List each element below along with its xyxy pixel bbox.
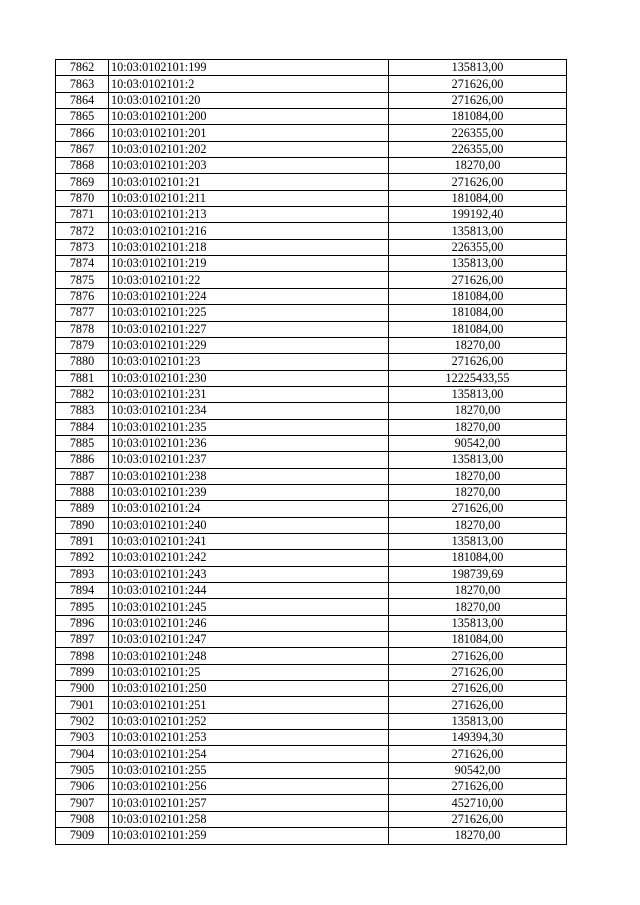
row-number-cell: 7886 xyxy=(56,452,109,468)
cadastral-value-cell: 271626,00 xyxy=(389,779,567,795)
table-row xyxy=(56,305,567,321)
cadastral-value-cell: 198739,69 xyxy=(389,566,567,582)
cadastral-number-cell: 10:03:0102101:248 xyxy=(109,648,389,664)
table-row xyxy=(56,583,567,599)
cadastral-number-cell: 10:03:0102101:224 xyxy=(109,288,389,304)
cadastral-value-cell: 90542,00 xyxy=(389,762,567,778)
cadastral-number-cell: 10:03:0102101:253 xyxy=(109,730,389,746)
cadastral-number-cell: 10:03:0102101:23 xyxy=(109,354,389,370)
cadastral-number-cell: 10:03:0102101:251 xyxy=(109,697,389,713)
row-number-cell: 7881 xyxy=(56,370,109,386)
cadastral-number-cell: 10:03:0102101:227 xyxy=(109,321,389,337)
table-row xyxy=(56,239,567,255)
table-body xyxy=(56,60,567,845)
table-row xyxy=(56,762,567,778)
cadastral-value-cell: 271626,00 xyxy=(389,811,567,827)
row-number-cell: 7874 xyxy=(56,256,109,272)
cadastral-number-cell: 10:03:0102101:240 xyxy=(109,517,389,533)
cadastral-number-cell: 10:03:0102101:259 xyxy=(109,828,389,844)
table-row xyxy=(56,419,567,435)
table-row xyxy=(56,272,567,288)
cadastral-number-cell: 10:03:0102101:239 xyxy=(109,484,389,500)
cadastral-number-cell: 10:03:0102101:20 xyxy=(109,92,389,108)
table-row xyxy=(56,681,567,697)
cadastral-value-cell: 181084,00 xyxy=(389,550,567,566)
cadastral-number-cell: 10:03:0102101:218 xyxy=(109,239,389,255)
row-number-cell: 7872 xyxy=(56,223,109,239)
table-row xyxy=(56,795,567,811)
row-number-cell: 7894 xyxy=(56,583,109,599)
cadastral-value-cell: 135813,00 xyxy=(389,256,567,272)
cadastral-value-cell: 12225433,55 xyxy=(389,370,567,386)
table-row xyxy=(56,403,567,419)
cadastral-value-cell: 271626,00 xyxy=(389,92,567,108)
row-number-cell: 7865 xyxy=(56,109,109,125)
cadastral-value-cell: 135813,00 xyxy=(389,452,567,468)
row-number-cell: 7898 xyxy=(56,648,109,664)
cadastral-number-cell: 10:03:0102101:201 xyxy=(109,125,389,141)
table-row xyxy=(56,730,567,746)
cadastral-value-cell: 452710,00 xyxy=(389,795,567,811)
cadastral-value-cell: 90542,00 xyxy=(389,435,567,451)
cadastral-value-cell: 271626,00 xyxy=(389,76,567,92)
table-row xyxy=(56,828,567,844)
cadastral-value-cell: 135813,00 xyxy=(389,223,567,239)
row-number-cell: 7906 xyxy=(56,779,109,795)
cadastral-value-cell: 18270,00 xyxy=(389,517,567,533)
row-number-cell: 7879 xyxy=(56,337,109,353)
cadastral-number-cell: 10:03:0102101:236 xyxy=(109,435,389,451)
cadastral-number-cell: 10:03:0102101:247 xyxy=(109,632,389,648)
cadastral-number-cell: 10:03:0102101:252 xyxy=(109,713,389,729)
cadastral-value-cell: 271626,00 xyxy=(389,174,567,190)
cadastral-number-cell: 10:03:0102101:246 xyxy=(109,615,389,631)
cadastral-value-cell: 18270,00 xyxy=(389,484,567,500)
cadastral-value-cell: 181084,00 xyxy=(389,288,567,304)
row-number-cell: 7908 xyxy=(56,811,109,827)
row-number-cell: 7909 xyxy=(56,828,109,844)
cadastral-value-cell: 271626,00 xyxy=(389,746,567,762)
table-row xyxy=(56,501,567,517)
row-number-cell: 7862 xyxy=(56,60,109,76)
cadastral-value-cell: 271626,00 xyxy=(389,501,567,517)
row-number-cell: 7891 xyxy=(56,533,109,549)
table-row xyxy=(56,550,567,566)
table-row xyxy=(56,648,567,664)
cadastral-value-cell: 135813,00 xyxy=(389,713,567,729)
row-number-cell: 7902 xyxy=(56,713,109,729)
row-number-cell: 7871 xyxy=(56,207,109,223)
row-number-cell: 7904 xyxy=(56,746,109,762)
row-number-cell: 7869 xyxy=(56,174,109,190)
table-row xyxy=(56,566,567,582)
table-row xyxy=(56,468,567,484)
cadastral-value-cell: 226355,00 xyxy=(389,125,567,141)
cadastral-number-cell: 10:03:0102101:243 xyxy=(109,566,389,582)
cadastral-number-cell: 10:03:0102101:202 xyxy=(109,141,389,157)
row-number-cell: 7873 xyxy=(56,239,109,255)
cadastral-number-cell: 10:03:0102101:216 xyxy=(109,223,389,239)
row-number-cell: 7878 xyxy=(56,321,109,337)
cadastral-value-cell: 149394,30 xyxy=(389,730,567,746)
row-number-cell: 7901 xyxy=(56,697,109,713)
table-row xyxy=(56,517,567,533)
cadastral-number-cell: 10:03:0102101:255 xyxy=(109,762,389,778)
row-number-cell: 7883 xyxy=(56,403,109,419)
cadastral-number-cell: 10:03:0102101:219 xyxy=(109,256,389,272)
cadastral-number-cell: 10:03:0102101:213 xyxy=(109,207,389,223)
table-row xyxy=(56,288,567,304)
row-number-cell: 7895 xyxy=(56,599,109,615)
cadastral-value-cell: 271626,00 xyxy=(389,648,567,664)
cadastral-value-cell: 135813,00 xyxy=(389,533,567,549)
cadastral-value-cell: 226355,00 xyxy=(389,141,567,157)
row-number-cell: 7889 xyxy=(56,501,109,517)
row-number-cell: 7880 xyxy=(56,354,109,370)
cadastral-number-cell: 10:03:0102101:258 xyxy=(109,811,389,827)
cadastral-number-cell: 10:03:0102101:231 xyxy=(109,386,389,402)
cadastral-value-cell: 18270,00 xyxy=(389,158,567,174)
table-row xyxy=(56,811,567,827)
cadastral-value-cell: 135813,00 xyxy=(389,615,567,631)
cadastral-value-cell: 18270,00 xyxy=(389,337,567,353)
row-number-cell: 7876 xyxy=(56,288,109,304)
cadastral-number-cell: 10:03:0102101:235 xyxy=(109,419,389,435)
cadastral-value-cell: 271626,00 xyxy=(389,354,567,370)
cadastral-value-cell: 271626,00 xyxy=(389,272,567,288)
table-row xyxy=(56,435,567,451)
row-number-cell: 7877 xyxy=(56,305,109,321)
row-number-cell: 7903 xyxy=(56,730,109,746)
table-row xyxy=(56,141,567,157)
cadastral-number-cell: 10:03:0102101:203 xyxy=(109,158,389,174)
cadastral-number-cell: 10:03:0102101:199 xyxy=(109,60,389,76)
row-number-cell: 7875 xyxy=(56,272,109,288)
table-row xyxy=(56,746,567,762)
table-row xyxy=(56,109,567,125)
cadastral-value-cell: 18270,00 xyxy=(389,583,567,599)
cadastral-value-cell: 18270,00 xyxy=(389,599,567,615)
row-number-cell: 7892 xyxy=(56,550,109,566)
row-number-cell: 7893 xyxy=(56,566,109,582)
cadastral-value-cell: 18270,00 xyxy=(389,403,567,419)
cadastral-value-cell: 271626,00 xyxy=(389,681,567,697)
row-number-cell: 7896 xyxy=(56,615,109,631)
cadastral-value-cell: 226355,00 xyxy=(389,239,567,255)
cadastral-number-cell: 10:03:0102101:250 xyxy=(109,681,389,697)
row-number-cell: 7864 xyxy=(56,92,109,108)
table-row xyxy=(56,207,567,223)
row-number-cell: 7899 xyxy=(56,664,109,680)
row-number-cell: 7868 xyxy=(56,158,109,174)
table-row xyxy=(56,664,567,680)
cadastral-number-cell: 10:03:0102101:22 xyxy=(109,272,389,288)
row-number-cell: 7887 xyxy=(56,468,109,484)
cadastral-number-cell: 10:03:0102101:237 xyxy=(109,452,389,468)
cadastral-number-cell: 10:03:0102101:230 xyxy=(109,370,389,386)
cadastral-value-cell: 18270,00 xyxy=(389,468,567,484)
cadastral-number-cell: 10:03:0102101:200 xyxy=(109,109,389,125)
cadastral-value-cell: 135813,00 xyxy=(389,60,567,76)
table-row xyxy=(56,337,567,353)
table-row xyxy=(56,615,567,631)
table-row xyxy=(56,321,567,337)
row-number-cell: 7888 xyxy=(56,484,109,500)
row-number-cell: 7905 xyxy=(56,762,109,778)
table-row xyxy=(56,484,567,500)
cadastral-number-cell: 10:03:0102101:257 xyxy=(109,795,389,811)
cadastral-number-cell: 10:03:0102101:242 xyxy=(109,550,389,566)
table-row xyxy=(56,779,567,795)
cadastral-number-cell: 10:03:0102101:24 xyxy=(109,501,389,517)
row-number-cell: 7897 xyxy=(56,632,109,648)
row-number-cell: 7884 xyxy=(56,419,109,435)
table-row xyxy=(56,599,567,615)
table-row xyxy=(56,370,567,386)
cadastral-value-cell: 181084,00 xyxy=(389,190,567,206)
row-number-cell: 7900 xyxy=(56,681,109,697)
row-number-cell: 7866 xyxy=(56,125,109,141)
row-number-cell: 7863 xyxy=(56,76,109,92)
table-row xyxy=(56,76,567,92)
row-number-cell: 7885 xyxy=(56,435,109,451)
table-row xyxy=(56,697,567,713)
row-number-cell: 7890 xyxy=(56,517,109,533)
cadastral-number-cell: 10:03:0102101:254 xyxy=(109,746,389,762)
cadastral-number-cell: 10:03:0102101:241 xyxy=(109,533,389,549)
cadastral-number-cell: 10:03:0102101:21 xyxy=(109,174,389,190)
cadastral-number-cell: 10:03:0102101:2 xyxy=(109,76,389,92)
cadastral-value-cell: 18270,00 xyxy=(389,419,567,435)
table-row xyxy=(56,92,567,108)
cadastral-value-cell: 135813,00 xyxy=(389,386,567,402)
table-row xyxy=(56,386,567,402)
cadastral-value-table xyxy=(55,59,567,845)
table-row xyxy=(56,354,567,370)
cadastral-value-cell: 199192,40 xyxy=(389,207,567,223)
table-row xyxy=(56,60,567,76)
cadastral-value-cell: 271626,00 xyxy=(389,697,567,713)
cadastral-value-cell: 181084,00 xyxy=(389,305,567,321)
cadastral-number-cell: 10:03:0102101:211 xyxy=(109,190,389,206)
table-row xyxy=(56,533,567,549)
table-row xyxy=(56,632,567,648)
row-number-cell: 7882 xyxy=(56,386,109,402)
table-row xyxy=(56,223,567,239)
cadastral-number-cell: 10:03:0102101:238 xyxy=(109,468,389,484)
table-row xyxy=(56,174,567,190)
cadastral-number-cell: 10:03:0102101:234 xyxy=(109,403,389,419)
row-number-cell: 7907 xyxy=(56,795,109,811)
cadastral-number-cell: 10:03:0102101:25 xyxy=(109,664,389,680)
cadastral-value-cell: 181084,00 xyxy=(389,321,567,337)
table-row xyxy=(56,452,567,468)
cadastral-number-cell: 10:03:0102101:229 xyxy=(109,337,389,353)
table-row xyxy=(56,256,567,272)
table-row xyxy=(56,125,567,141)
cadastral-number-cell: 10:03:0102101:256 xyxy=(109,779,389,795)
table-row xyxy=(56,190,567,206)
row-number-cell: 7870 xyxy=(56,190,109,206)
cadastral-number-cell: 10:03:0102101:225 xyxy=(109,305,389,321)
cadastral-value-cell: 18270,00 xyxy=(389,828,567,844)
cadastral-value-cell: 271626,00 xyxy=(389,664,567,680)
row-number-cell: 7867 xyxy=(56,141,109,157)
cadastral-number-cell: 10:03:0102101:245 xyxy=(109,599,389,615)
cadastral-value-cell: 181084,00 xyxy=(389,632,567,648)
cadastral-value-cell: 181084,00 xyxy=(389,109,567,125)
table-row xyxy=(56,713,567,729)
cadastral-number-cell: 10:03:0102101:244 xyxy=(109,583,389,599)
table-row xyxy=(56,158,567,174)
